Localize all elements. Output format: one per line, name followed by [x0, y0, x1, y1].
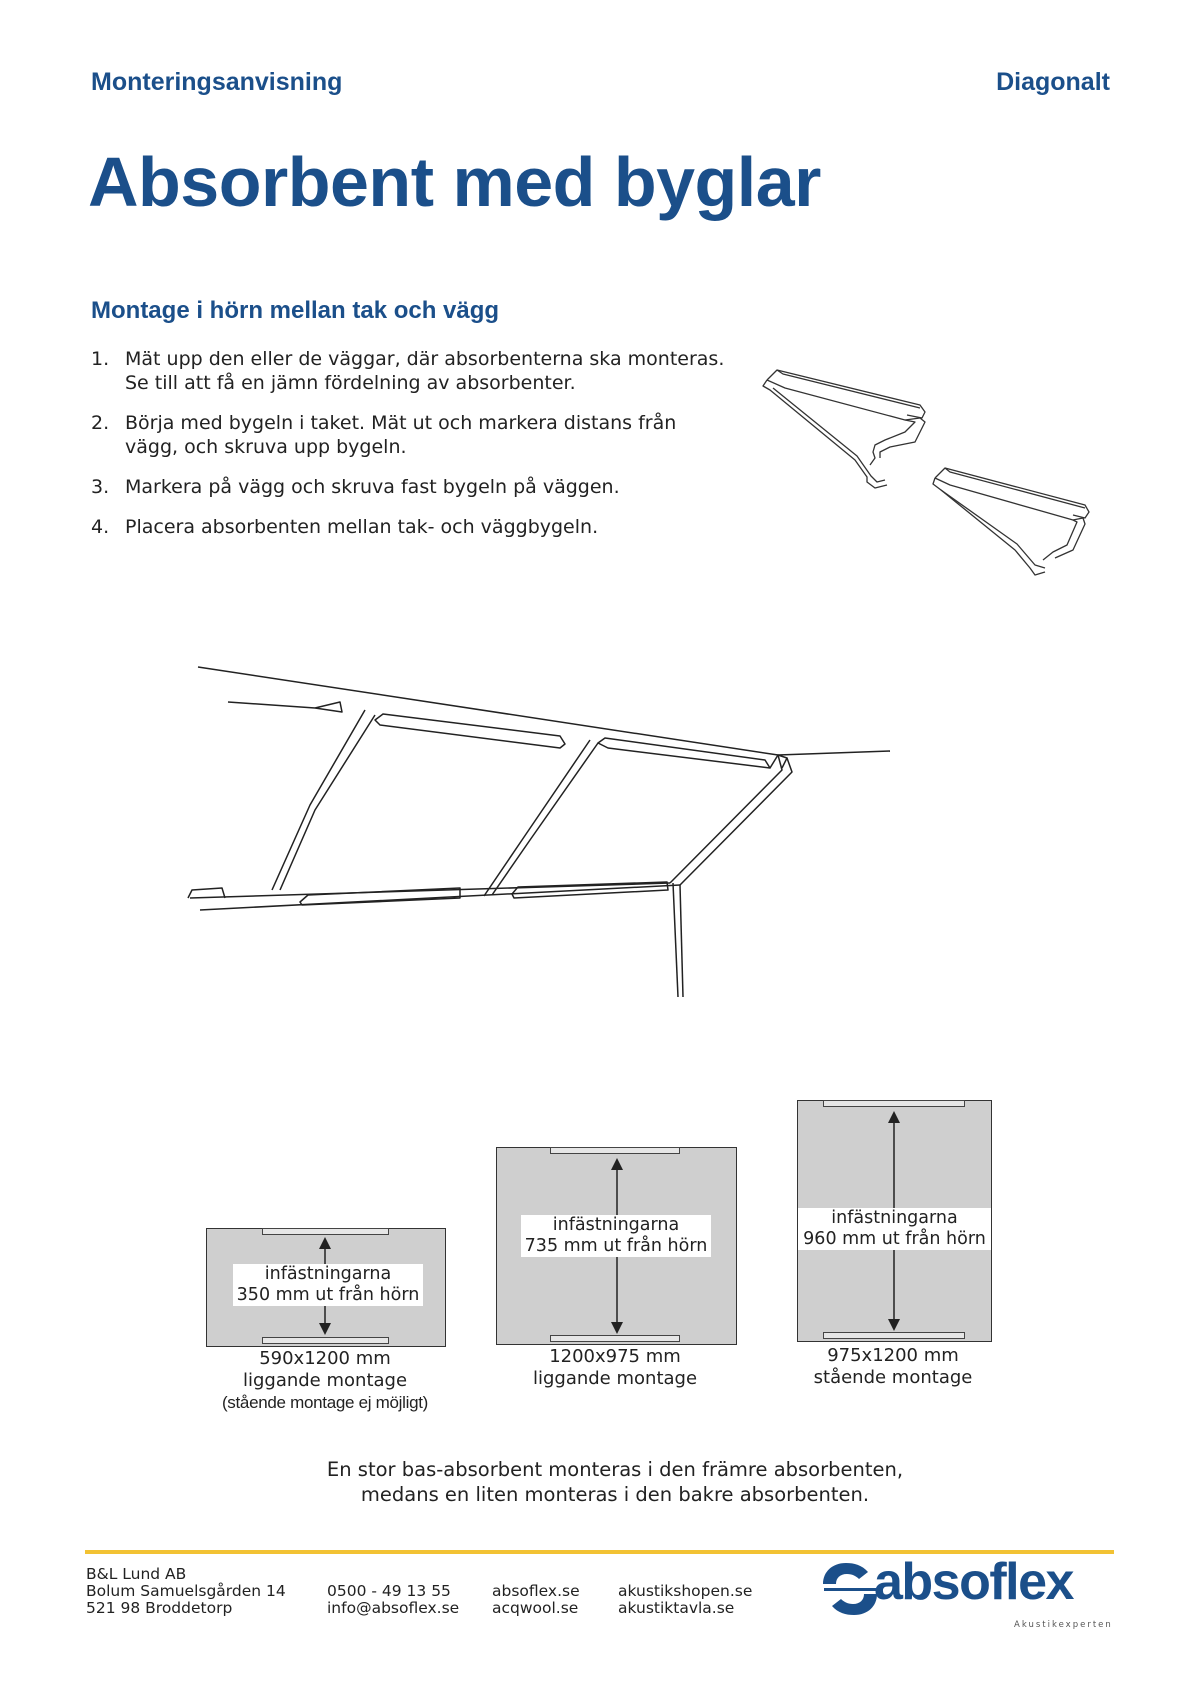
step-item — [91, 411, 745, 459]
email-link[interactable]: info@absoflex.se — [327, 1599, 460, 1617]
logo-wordmark: absoflex — [874, 1553, 1073, 1611]
step-item — [91, 347, 745, 395]
step-text: Placera absorbenten mellan tak- och väggbygeln. — [125, 516, 599, 538]
panel-size: 590x1200 mm — [259, 1348, 391, 1369]
instruction-steps — [91, 347, 745, 555]
panel-orientation: stående montage — [813, 1367, 973, 1388]
page-title: Absorbent med byglar — [88, 143, 821, 221]
panel-1200x975 — [496, 1147, 737, 1345]
section-title: Montage i hörn mellan tak och vägg — [91, 297, 500, 324]
ceiling-bracket-marker — [550, 1147, 680, 1154]
panel-label — [798, 1208, 991, 1250]
panel-label-line1: infästningarna — [264, 1264, 392, 1284]
logo-tagline: Akustikexperten — [1014, 1620, 1113, 1630]
step-item — [91, 475, 745, 499]
panel-orientation: liggande montage — [242, 1370, 408, 1391]
panel-size: 975x1200 mm — [827, 1345, 959, 1366]
ceiling-bracket-marker — [262, 1228, 389, 1235]
mounting-note — [245, 1457, 985, 1507]
company-name: B&L Lund AB — [86, 1565, 187, 1583]
footer-websites-1 — [492, 1583, 580, 1617]
address-line1: Bolum Samuelsgården 14 — [86, 1582, 286, 1600]
panel-590x1200 — [206, 1228, 446, 1347]
panel-orientation: liggande montage — [532, 1368, 698, 1389]
panel-label-line1: infästningarna — [831, 1208, 958, 1228]
footer-contact — [327, 1583, 459, 1617]
bracket-illustration — [755, 360, 1095, 585]
step-number: 3. — [91, 476, 110, 498]
step-text: Börja med bygeln i taket. Mät ut och markera distans från vägg, och skruva upp bygeln. — [125, 412, 677, 458]
panel-label — [521, 1215, 711, 1257]
address-line2: 521 98 Broddetorp — [86, 1599, 233, 1617]
phone-number: 0500 - 49 13 55 — [327, 1582, 451, 1600]
website-link[interactable]: absoflex.se — [492, 1582, 580, 1600]
panel-label-line2: 960 mm ut från hörn — [803, 1229, 986, 1249]
corner-mounting-illustration — [130, 640, 910, 1080]
step-text: Mät upp den eller de väggar, där absorbenterna ska monteras. Se till att få en jämn fördelning av absorbenter. — [125, 348, 725, 394]
panel-label — [233, 1264, 423, 1306]
wall-bracket-marker — [550, 1335, 680, 1342]
wall-bracket-marker — [823, 1332, 965, 1339]
website-link[interactable]: akustikshopen.se — [618, 1582, 753, 1600]
panel-caption — [465, 1346, 765, 1390]
website-link[interactable]: acqwool.se — [492, 1599, 579, 1617]
footer-address — [86, 1566, 286, 1617]
step-text: Markera på vägg och skruva fast bygeln på väggen. — [125, 476, 620, 498]
wall-bracket-marker — [262, 1337, 389, 1344]
panel-caption — [743, 1345, 1043, 1389]
panel-size: 1200x975 mm — [549, 1346, 681, 1367]
mounting-note-line1: En stor bas-absorbent monteras i den främre absorbenten, — [326, 1458, 904, 1481]
mounting-note-line2: medans en liten monteras i den bakre absorbenten. — [360, 1483, 870, 1506]
mounting-orientation-heading: Diagonalt — [996, 68, 1110, 96]
panel-label-line2: 735 mm ut från hörn — [524, 1236, 708, 1256]
step-number: 2. — [91, 412, 110, 434]
panel-label-line2: 350 mm ut från hörn — [236, 1285, 420, 1305]
panel-label-line1: infästningarna — [552, 1215, 680, 1235]
panel-975x1200 — [797, 1100, 992, 1342]
step-item — [91, 515, 745, 539]
website-link[interactable]: akustiktavla.se — [618, 1599, 735, 1617]
step-number: 4. — [91, 516, 110, 538]
absoflex-logo — [818, 1548, 1118, 1643]
ceiling-bracket-marker — [823, 1100, 965, 1107]
absoflex-logo-mark-icon — [818, 1558, 882, 1620]
footer-websites-2 — [618, 1583, 752, 1617]
panel-note: (stående montage ej möjligt) — [221, 1393, 429, 1412]
document-type-heading: Monteringsanvisning — [91, 68, 343, 96]
step-number: 1. — [91, 348, 110, 370]
panel-caption — [175, 1348, 475, 1414]
